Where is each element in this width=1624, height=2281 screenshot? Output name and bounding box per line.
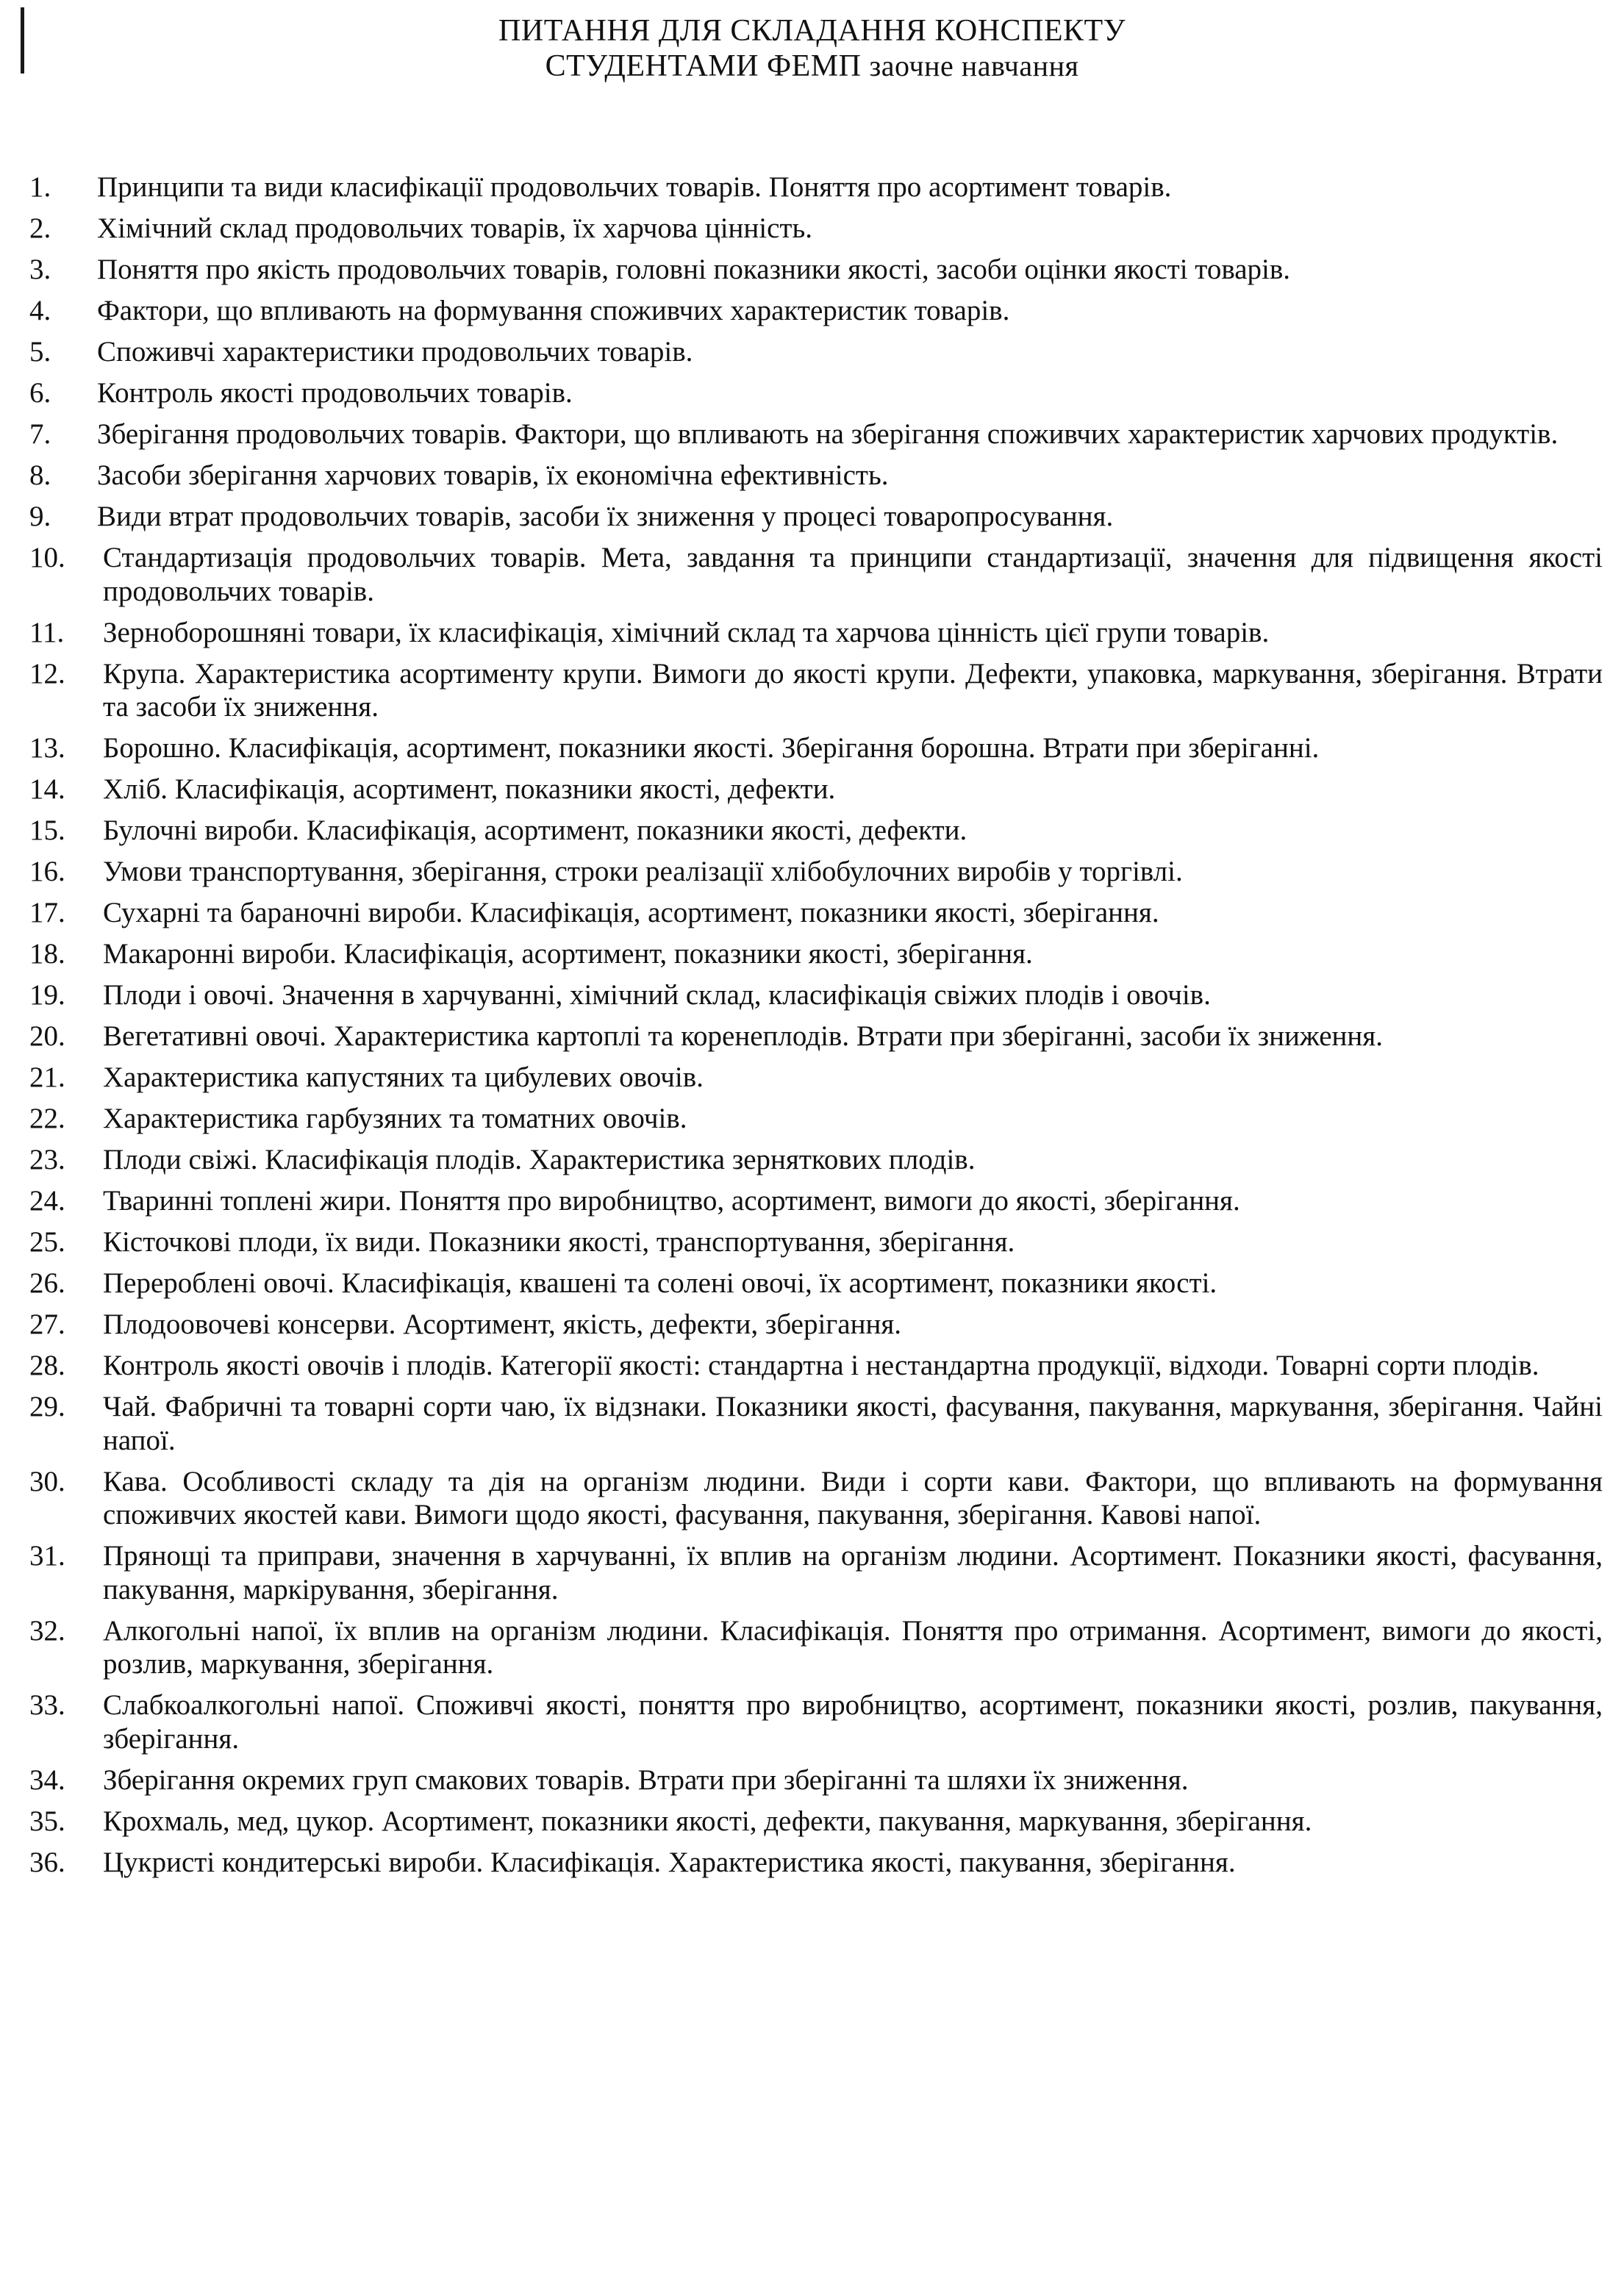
question-text: Тваринні топлені жири. Поняття про виробництво, асортимент, вимоги до якості, зберігання. [103,1185,1240,1217]
question-text: Принципи та види класифікації продовольчих товарів. Поняття про асортимент товарів. [97,171,1172,203]
question-number: 26. [29,1267,65,1299]
title-line-2 [0,49,1624,84]
question-number: 32. [29,1614,65,1647]
question-item [29,978,1603,1012]
question-item [29,616,1603,650]
question-item [29,500,1603,534]
question-number: 23. [29,1144,65,1175]
question-number: 11. [29,616,65,648]
question-number: 13. [29,732,65,764]
question-text: Чай. Фабричні та товарні сорти чаю, їх відзнаки. Показники якості, фасування, пакування, маркування, зберігання. Чайні напої. [103,1391,1603,1456]
question-item [29,1805,1603,1838]
question-item [29,1689,1603,1755]
question-text: Характеристика гарбузяних та томатних овочів. [103,1103,687,1134]
question-number: 25. [29,1226,65,1258]
question-text: Хімічний склад продовольчих товарів, їх харчова цінність. [97,212,813,244]
question-item [29,1539,1603,1606]
question-item [29,1846,1603,1880]
question-item [29,335,1603,369]
question-item [29,1143,1603,1177]
question-text: Поняття про якість продовольчих товарів, головні показники якості, засоби оцінки якості товарів. [97,254,1291,285]
question-number: 20. [29,1020,65,1052]
question-text: Фактори, що впливають на формування споживчих характеристик товарів. [97,295,1010,326]
title-line-2-suffix: заочне навчання [869,49,1079,82]
question-item [29,1763,1603,1797]
question-item [29,855,1603,889]
question-text: Сухарні та бараночні вироби. Класифікація, асортимент, показники якості, зберігання. [103,897,1159,928]
question-number: 2. [29,212,51,244]
question-item [29,1349,1603,1383]
question-text: Кава. Особливості складу та дія на організм людини. Види і сорти кави. Фактори, що впливають на формування споживчих якостей кави. Вимоги щодо якості, фасування, пакування, зберігання. Кавові напої. [103,1465,1603,1530]
question-text: Засоби зберігання харчових товарів, їх економічна ефективність. [97,459,889,491]
question-number: 10. [29,542,65,573]
question-number: 33. [29,1689,65,1721]
question-item [29,376,1603,410]
question-item [29,1390,1603,1457]
question-number: 17. [29,897,65,928]
question-number: 19. [29,979,65,1011]
question-item [29,459,1603,493]
question-list [29,171,1603,1887]
question-text: Хліб. Класифікація, асортимент, показники якості, дефекти. [103,773,836,805]
question-text: Вегетативні овочі. Характеристика картоплі та коренеплодів. Втрати при зберіганні, засоби їх зниження. [103,1020,1383,1052]
question-item [29,1061,1603,1095]
question-text: Крупа. Характеристика асортименту крупи. Вимоги до якості крупи. Дефекти, упаковка, маркування, зберігання. Втрати та засоби їх зниження. [103,657,1603,723]
question-text: Слабкоалкогольні напої. Споживчі якості, поняття про виробництво, асортимент, показники якості, розлив, пакування, зберігання. [103,1689,1603,1755]
question-item [29,731,1603,765]
question-text: Плодоовочеві консерви. Асортимент, якість, дефекти, зберігання. [103,1308,902,1340]
question-text: Цукристі кондитерські вироби. Класифікація. Характеристика якості, пакування, зберігання. [103,1846,1236,1878]
question-number: 21. [29,1061,65,1093]
document-header [0,13,1624,84]
question-text: Характеристика капустяних та цибулевих овочів. [103,1061,704,1093]
question-item [29,1020,1603,1053]
question-number: 12. [29,657,65,690]
question-number: 3. [29,254,51,285]
question-item [29,418,1603,451]
question-text: Контроль якості овочів і плодів. Категорії якості: стандартна і нестандартна продукції, відходи. Товарні сорти плодів. [103,1350,1539,1381]
question-number: 18. [29,938,65,970]
question-number: 7. [29,418,51,450]
question-text: Борошно. Класифікація, асортимент, показники якості. Зберігання борошна. Втрати при зберіганні. [103,732,1320,764]
question-text: Зберігання продовольчих товарів. Фактори, що впливають на зберігання споживчих характеристик харчових продуктів. [97,418,1559,450]
question-number: 30. [29,1465,65,1497]
question-item [29,1102,1603,1136]
question-number: 1. [29,171,51,203]
question-number: 29. [29,1391,65,1422]
question-number: 16. [29,856,65,887]
question-item [29,1614,1603,1681]
question-item [29,1267,1603,1300]
question-item [29,171,1603,204]
question-text: Плоди свіжі. Класифікація плодів. Характеристика зерняткових плодів. [103,1144,976,1175]
question-text: Споживчі характеристики продовольчих товарів. [97,336,693,368]
question-number: 31. [29,1540,65,1572]
question-text: Булочні вироби. Класифікація, асортимент, показники якості, дефекти. [103,814,967,846]
question-text: Умови транспортування, зберігання, строки реалізації хлібобулочних виробів у торгівлі. [103,856,1183,887]
title-line-1: ПИТАННЯ ДЛЯ СКЛАДАННЯ КОНСПЕКТУ [498,14,1126,48]
question-item [29,253,1603,287]
question-text: Алкогольні напої, їх вплив на організм людини. Класифікація. Поняття про отримання. Асортимент, вимоги до якості, розлив, маркування, зберігання. [103,1614,1603,1680]
question-item [29,937,1603,971]
question-text: Зберігання окремих груп смакових товарів. Втрати при зберіганні та шляхи їх зниження. [103,1763,1189,1796]
question-text: Плоди і овочі. Значення в харчуванні, хімічний склад, класифікація свіжих плодів і овочів. [103,979,1211,1011]
question-number: 28. [29,1350,65,1381]
question-text: Зерноборошняні товари, їх класифікація, хімічний склад та харчова цінність цієї групи товарів. [103,616,1270,648]
question-text: Види втрат продовольчих товарів, засоби їх зниження у процесі товаропросування. [97,501,1114,532]
question-item [29,541,1603,608]
question-item [29,657,1603,724]
question-number: 9. [29,501,51,532]
question-number: 8. [29,459,51,491]
question-number: 35. [29,1805,65,1837]
question-text: Стандартизація продовольчих товарів. Мета, завдання та принципи стандартизації, значення для підвищення якості продовольчих товарів. [103,542,1603,607]
question-number: 36. [29,1846,65,1878]
question-number: 27. [29,1308,65,1340]
question-number: 4. [29,295,51,326]
question-number: 15. [29,814,65,846]
question-item [29,1308,1603,1342]
question-text: Кісточкові плоди, їх види. Показники якості, транспортування, зберігання. [103,1226,1015,1258]
question-item [29,1225,1603,1259]
question-item [29,1465,1603,1532]
question-number: 22. [29,1103,65,1134]
question-number: 24. [29,1185,65,1217]
title-line-2-main: СТУДЕНТАМИ ФЕМП [545,49,862,83]
question-number: 5. [29,336,51,368]
question-item [29,212,1603,246]
question-item [29,1184,1603,1218]
question-number: 6. [29,377,51,409]
question-number: 34. [29,1763,65,1796]
question-item [29,896,1603,930]
question-item [29,814,1603,848]
question-item [29,294,1603,328]
question-text: Перероблені овочі. Класифікація, квашені та солені овочі, їх асортимент, показники якості. [103,1267,1217,1299]
question-text: Контроль якості продовольчих товарів. [97,377,573,409]
question-item [29,773,1603,806]
question-text: Макаронні вироби. Класифікація, асортимент, показники якості, зберігання. [103,938,1033,970]
question-text: Крохмаль, мед, цукор. Асортимент, показники якості, дефекти, пакування, маркування, зберігання. [103,1805,1312,1837]
question-text: Прянощі та приправи, значення в харчуванні, їх вплив на організм людини. Асортимент. Показники якості, фасування, пакування, маркірування, зберігання. [103,1540,1603,1605]
question-number: 14. [29,773,65,805]
